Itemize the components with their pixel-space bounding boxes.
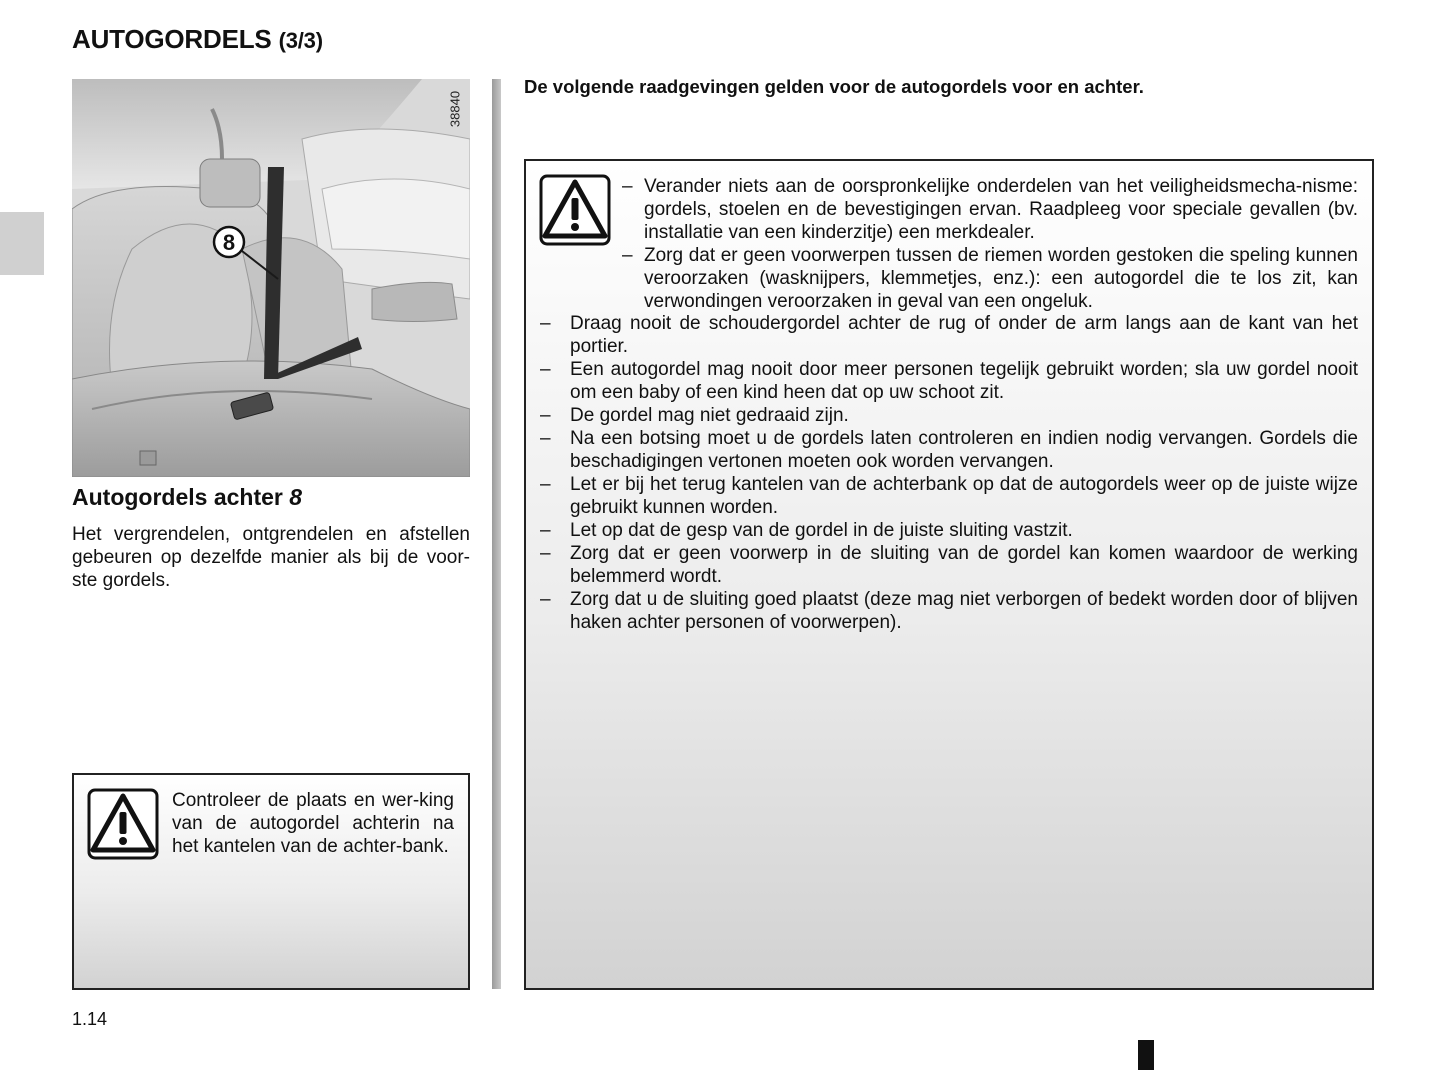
- list-item-text: Verander niets aan de oorspronkelijke onderdelen van het veiligheidsmecha-nisme: gordels, stoelen en de bevestigingen ervan. Raadpleeg voor speciale gevallen (bv. installatie van een kinderzitje) een merkdealer.: [644, 176, 1358, 243]
- section-heading-text: Autogordels achter: [72, 484, 283, 510]
- warning-triangle-icon: [539, 174, 611, 246]
- list-item-text: Let er bij het terug kantelen van de achterbank op dat de autogordels weer op de juiste wijze gebruikt kunnen worden.: [570, 474, 1358, 518]
- list-dash: –: [540, 405, 551, 426]
- photo-reference: [444, 84, 466, 134]
- column-divider: [492, 79, 501, 989]
- list-item: [622, 175, 1358, 244]
- list-item-text: Zorg dat er geen voorwerpen tussen de riemen worden gestoken die speling kunnen veroorzaken (wasknijpers, klemmetjes, enz.): een autogordel die te los zit, kan verwondingen veroorzaken in geval van een ongeluk.: [644, 245, 1358, 312]
- warning-triangle-icon: [87, 788, 159, 860]
- warning-list: [540, 312, 1358, 634]
- list-item-text: Zorg dat u de sluiting goed plaatst (deze mag niet verborgen of bedekt worden door of blijven haken achter personen of voorwerpen).: [570, 589, 1358, 633]
- list-dash: –: [540, 313, 551, 334]
- page-edge-marker: [1138, 1040, 1154, 1070]
- page-title: [72, 24, 323, 55]
- list-item: [540, 358, 1358, 404]
- list-item-text: Draag nooit de schoudergordel achter de rug of onder de arm langs aan de kant van het portier.: [570, 313, 1358, 357]
- list-item-text: Let op dat de gesp van de gordel in de juiste sluiting vastzit.: [570, 520, 1073, 541]
- title-part: (3/3): [278, 28, 323, 53]
- list-item: [540, 312, 1358, 358]
- rear-seat-photo: [72, 79, 470, 477]
- warning-box-left: [72, 773, 470, 990]
- warning-box-right: [524, 159, 1374, 990]
- intro-text: De volgende raadgevingen gelden voor de autogordels voor en achter.: [524, 76, 1144, 97]
- list-item: [540, 588, 1358, 634]
- section-tab: [0, 212, 44, 275]
- list-dash: –: [622, 245, 633, 266]
- callout-number: 8: [222, 230, 236, 255]
- list-dash: –: [622, 176, 633, 197]
- list-item: [622, 244, 1358, 313]
- list-item-text: Een autogordel mag nooit door meer personen tegelijk gebruikt worden; sla uw gordel nooit om een baby of een kind heen dat op uw schoot zit.: [570, 359, 1358, 403]
- list-dash: –: [540, 543, 551, 564]
- list-item: [540, 404, 1358, 427]
- list-dash: –: [540, 474, 551, 495]
- page-number: 1.14: [72, 1009, 108, 1029]
- section-body: Het vergrendelen, ontgrendelen en afstellen gebeuren op dezelfde manier als bij de voor-ste gordels.: [72, 524, 470, 591]
- section-heading: [72, 484, 302, 511]
- warning-text-left: Controleer de plaats en wer-king van de autogordel achterin na het kantelen van de achter-bank.: [172, 790, 454, 857]
- list-dash: –: [540, 359, 551, 380]
- list-item-text: Na een botsing moet u de gordels laten controleren en indien nodig vervangen. Gordels die beschadigingen vertonen moeten ook worden vervangen.: [570, 428, 1358, 472]
- list-item: [540, 473, 1358, 519]
- list-dash: –: [540, 520, 551, 541]
- list-item: [540, 427, 1358, 473]
- section-heading-ref: 8: [289, 484, 303, 510]
- list-item: [540, 542, 1358, 588]
- list-dash: –: [540, 589, 551, 610]
- list-item-text: Zorg dat er geen voorwerp in de sluiting van de gordel kan komen waardoor de werking belemmerd wordt.: [570, 543, 1358, 587]
- list-dash: –: [540, 428, 551, 449]
- list-item-text: De gordel mag niet gedraaid zijn.: [570, 405, 849, 426]
- warning-list-top: [622, 175, 1358, 313]
- photo-reference-number: 38840: [447, 90, 463, 128]
- title-text: AUTOGORDELS: [72, 24, 272, 54]
- list-item: [540, 519, 1358, 542]
